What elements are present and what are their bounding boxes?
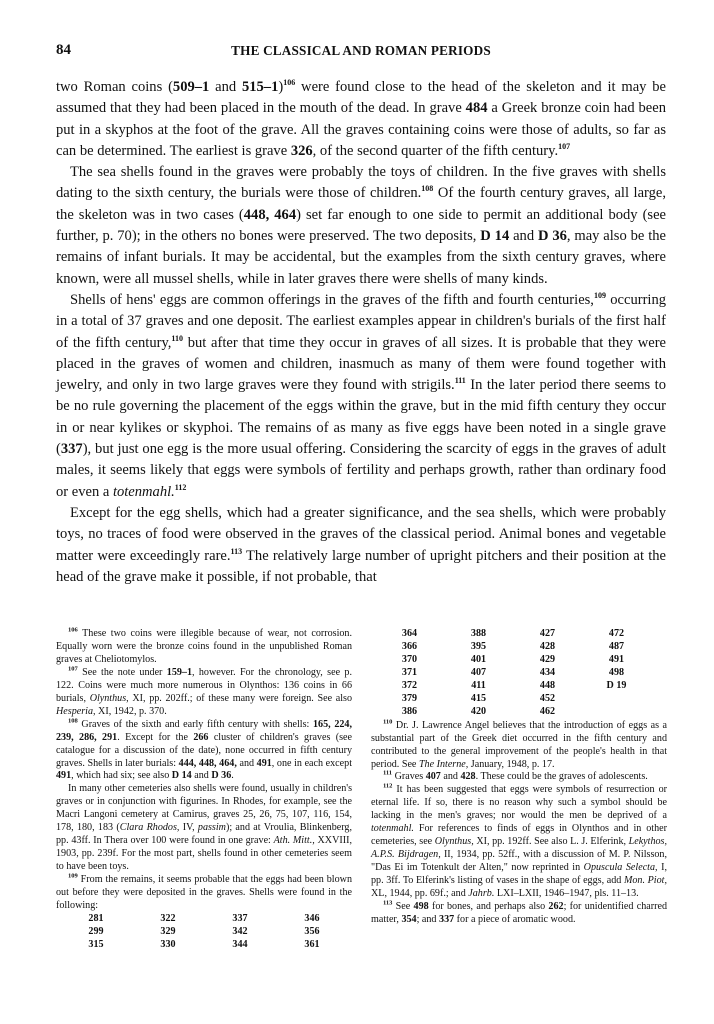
footnotes-left-column (56, 628, 352, 952)
footnote-112: $^{112}$ It has been suggested that eggs were symbols of resurrection or eternal life. If so, there is no reason why such a symbol should be lacking in the men's graves; nor would the men be deprived of a totenmahl. For references to finds of eggs in Olynthos and in other cemeteries, see Olynthus, XI, pp. 192ff. See also L. J. Elferink, Lekythos, A.P.S. Bijdragen, II, 1934, pp. 52ff., with a discussion of M. P. Nilsson, "Das Ei im Totenkult der Alten," now reprinted in Opuscula Selecta, I, pp. 3ff. To Elferink's listing of vases in the shape of eggs, add Mon. Piot, XL, 1944, pp. 69f.; and Jahrb. LXI–LXII, 1946–1947, pls. 11–13. (371, 783, 668, 900)
footnote-ref-110: 110 (171, 333, 183, 343)
table-row: 372 411 448 D 19 (401, 679, 627, 691)
table-row: 379 415 452 (401, 692, 556, 704)
footnote-107: $^{107}$ See the note under 159–1, however. For the chronology, see p. 122. Coins were much more numerous in Olynthos: 136 coins in 66 burials, Olynthus, XI, pp. 202ff.; of these many were foreign. See also Hesperia, XI, 1942, p. 370. (56, 665, 352, 717)
table-row: 371 407 434 498 (401, 666, 625, 678)
table-row: 370 401 429 491 (401, 653, 625, 665)
body-text (56, 77, 666, 588)
page-number: 84 (56, 42, 71, 58)
footnote-111: $^{111}$ Graves 407 and 428. These could be the graves of adolescents. (383, 770, 648, 783)
footnote-109: $^{109}$ From the remains, it seems probable that the eggs had been blown out before they were deposited in the graves. Shells were found in the following: (56, 872, 352, 912)
footnote-ref-109: 109 (593, 291, 606, 301)
footnote-ref-108: 108 (421, 184, 434, 194)
table-row: 281 322 337 346 (88, 912, 320, 924)
table-row: 299 329 342 356 (88, 925, 320, 937)
table-row: 364 388 427 472 (401, 628, 625, 639)
footnote-110: $^{110}$ Dr. J. Lawrence Angel believes that the introduction of eggs as a substantial part of the Greek diet occurred in the fifth century and contributed to the general improvement of the people's health in that period. See The Interne, January, 1948, p. 17. (371, 718, 667, 770)
paragraph-3: Shells of hens' eggs are common offerings in the graves of the fifth and fourth centuries,$^{109}$ occurring in a total of 37 graves and one deposit. The earliest examples appear in children's burials of the first half of the fifth century,$^{110}$ but after that time they occur in graves of all sizes. It is probable that they were placed in the graves of women and children, inasmuch as many of them were found together with jewelry, and only in two large graves were they found with strigils.$^{111}$ In the later period there seems to be no rule governing the placement of the eggs within the grave, but in the mid fifth century they occur in or near kylikes or skyphoi. The remains of as many as five eggs have been noted in a single grave (337), but just one egg is the more usual offering. Considering the scarcity of eggs in the graves of adult males, it seems likely that eggs were symbols of fertility and perhaps growth, rather than ordinary food or even a totenmahl.$^{112}$ (56, 291, 667, 500)
footnotes (56, 628, 666, 1008)
footnote-113: $^{113}$ See 498 for bones, and perhaps also 262; for unidentified charred matter, 354; and 337 for a piece of aromatic wood. (371, 899, 667, 925)
table-row: 386 420 462 (401, 705, 556, 717)
paragraph-4: Except for the egg shells, which had a greater significance, and the sea shells, which were probably toys, no traces of food were observed in the graves of the classical period. Animal bones and vegetable matter were exceedingly rare.$^{113}$ The relatively large number of upright pitchers and their position at the head of the grave make it possible, if not probable, that (56, 504, 666, 585)
footnotes-right-column (371, 628, 667, 927)
table-row: 366 395 428 487 (401, 640, 625, 652)
egg-graves-table-right (375, 628, 651, 719)
paragraph-1: two Roman coins (509–1 and 515–1)$^{106}$ were found close to the head of the skeleton and it may be assumed that they had been placed in the mouth of the dead. In grave 484 a Greek bronze coin had been put in a skyphos at the foot of the grave. All the graves containing coins were those of adults, so far as can be determined. The earliest is grave 326, of the second quarter of the fifth century.$^{107}$ (56, 78, 666, 159)
footnote-ref-112: 112 (174, 482, 187, 492)
footnote-108-continued: In many other cemeteries also shells were found, usually in children's graves or in conjunction with figurines. In Rhodes, for example, see the Macri Langoni cemetery at Camirus, graves 25, 26, 75, 107, 116, 154, 178, 180, 183 (Clara Rhodos, IV, passim); and at Vroulia, Blinkenberg, pp. 43ff. In Thera over 100 were found in one grave: Ath. Mitt., XXVIII, 1903, pp. 239f. For the most part, shells found in other cemeteries seem to have been toys. (56, 783, 352, 873)
footnote-ref-111: 111 (454, 376, 466, 386)
footnote-ref-113: 113 (230, 546, 243, 556)
footnote-108: $^{108}$ Graves of the sixth and early fifth century with shells: 165, 224, 239, 286, 291. Except for the 266 cluster of children's graves (see catalogue for a discussion of the date), none occurred in fifth century graves. Shells in later burials: 444, 448, 464, and 491, one in each except 491, which had six; see also D 14 and D 36. (56, 717, 352, 782)
table-row: 315 330 344 361 (88, 938, 320, 950)
footnote-ref-107: 107 (558, 142, 571, 152)
egg-graves-table-left (60, 913, 348, 952)
running-head: THE CLASSICAL AND ROMAN PERIODS (231, 43, 491, 58)
paragraph-2: The sea shells found in the graves were probably the toys of children. In the five graves with shells dating to the sixth century, the burials were those of children.$^{108}$ Of the fourth century graves, all large, the skeleton was in two cases (448, 464) set far enough to one side to permit an additional body (see further, p. 70); in the others no bones were preserved. The two deposits, D 14 and D 36, may also be the remains of infant burials. It may be accidental, but the examples from the sixth century graves, where known, were all mussel shells, while in later graves there were shells of many kinds. (56, 164, 666, 287)
footnote-ref-106: 106 (283, 78, 296, 88)
footnote-106: $^{106}$ These two coins were illegible because of wear, not corrosion. Equally worn were the bronze coins found in the unpublished Roman graves at Cheliotomylos. (56, 626, 352, 665)
page-header (56, 42, 666, 62)
